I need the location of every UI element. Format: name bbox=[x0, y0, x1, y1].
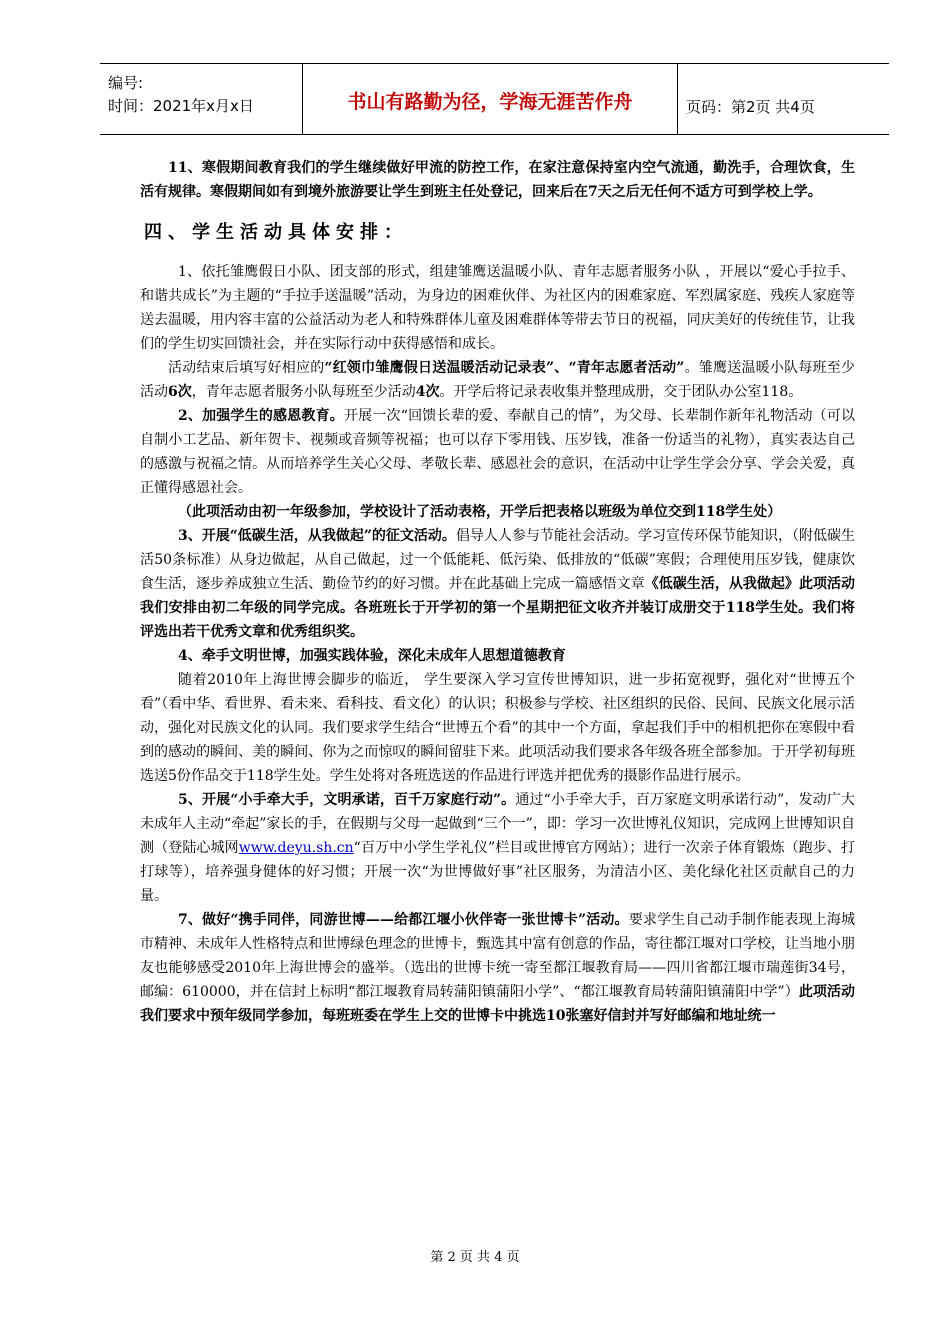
paragraph-activity-4-title: 4、牵手文明世博，加强实践体验，深化未成年人思想道德教育 bbox=[178, 648, 566, 664]
bold-run: “红领巾雏鹰假日送温暖活动记录表”、“青年志愿者活动” bbox=[324, 360, 685, 376]
paragraph-item-11: 11、寒假期间教育我们的学生继续做好甲流的防控工作，在家注意保持室内空气流通，勤洗手，合理饮食，生活有规律。寒假期间如有到境外旅游要让学生到班主任处登记，回来后在7天之后无任何不适方可到学校上学。 bbox=[140, 160, 855, 200]
deyu-link[interactable]: www.deyu.sh.cn bbox=[238, 840, 354, 856]
bold-run: 6次 bbox=[168, 384, 192, 400]
text-run: ，青年志愿者服务小队每班至少活动 bbox=[191, 384, 416, 400]
bold-run: 5、开展“小手牵大手，文明承诺，百千万家庭行动”。 bbox=[178, 792, 516, 808]
document-body bbox=[140, 156, 855, 1028]
page-footer: 第 2 页 共 4 页 bbox=[430, 1250, 520, 1265]
paragraph-activity-1: 1、依托雏鹰假日小队、团支部的形式，组建雏鹰送温暖小队、青年志愿者服务小队 ，开展以“爱心手拉手、和谐共成长”为主题的“手拉手送温暖”活动，为身边的困难伙伴、为社区内的困难家庭、军烈属家庭、残疾人家庭等送去温暖，用内容丰富的公益活动为老人和特殊群体儿童及困难群体等带去节日的祝福，同庆美好的传统佳节，让我们的学生切实回馈社会，并在实际行动中获得感悟和成长。 bbox=[140, 264, 855, 352]
bold-run: 7、做好“携手同伴，同游世博——给都江堰小伙伴寄一张世博卡”活动。 bbox=[178, 912, 629, 928]
bold-run: 3、开展“低碳生活，从我做起”的征文活动。 bbox=[178, 528, 456, 544]
text-run: 倡导人人参与节能社会活动。学习宣传环保节能知识，（附低碳生活50条标准）从身边做起，从自己做起，过一个低能耗、低污染、低排放的“低碳”寒假；合理使用压岁钱，健康饮食生活，逐步养成独立生活、勤俭节约的好习惯。并在此基础上完成一篇感悟文章 bbox=[140, 528, 855, 592]
paragraph-activity-2 bbox=[140, 404, 855, 500]
text-run: 。开学后将记录表收集并整理成册，交于团队办公室118。 bbox=[439, 384, 803, 400]
bold-run: 2、加强学生的感恩教育。 bbox=[178, 408, 344, 424]
text-run: “百万中小学生学礼仪”栏目或世博官方网站）；进行一次亲子体育锻炼（跑步、打打球等），培养强身健体的好习惯；开展一次“为世博做好事”社区服务，为清洁小区、美化绿化社区贡献自己的力量。 bbox=[140, 840, 856, 904]
page-code: 页码：第2页 共4页 bbox=[686, 98, 815, 116]
text-run: 开展一次“回馈长辈的爱、奉献自己的情”，为父母、长辈制作新年礼物活动（可以自制小工艺品、新年贺卡、视频或音频等祝福；也可以存下零用钱、压岁钱，准备一份适当的礼物），真实表达自己的感激与祝福之情。从而培养学生关心父母、孝敬长辈、感恩社会的意识，在活动中让学生学会分享、学会关爱，真正懂得感恩社会。 bbox=[140, 408, 855, 496]
number-label: 编号: bbox=[108, 74, 144, 92]
paragraph-activity-5 bbox=[140, 788, 855, 908]
text-run: 通过“小手牵大手，百万家庭文明承诺行动”，发动广大未成年人主动“牵起”家长的手，在假期与父母一起做到“三个一”，即：学习一次世博礼仪知识，完成网上世博知识自测（登陆心城网 bbox=[140, 792, 855, 856]
bold-run: 此项活动我们要求中预年级同学参加，每班班委在学生上交的世博卡中挑选10张塞好信封并写好邮编和地址统一 bbox=[140, 984, 855, 1024]
header-motto-cell bbox=[303, 64, 678, 134]
bold-run: 4次 bbox=[415, 384, 440, 400]
document-header bbox=[100, 63, 889, 135]
paragraph-activity-3 bbox=[140, 524, 855, 644]
header-page-cell bbox=[678, 64, 889, 134]
paragraph-activity-7 bbox=[140, 908, 855, 1028]
paragraph-activity-1-record bbox=[140, 356, 855, 404]
motto: 书山有路勤为径，学海无涯苦作舟 bbox=[347, 91, 633, 113]
bold-run: 《低碳生活，从我做起》此项活动我们安排由初二年级的同学完成。各班班长于开学初的第一个星期把征文收齐并装订成册交于118学生处。我们将评选出若干优秀文章和优秀组织奖。 bbox=[140, 576, 855, 640]
text-run: 活动结束后填写好相应的 bbox=[168, 360, 325, 376]
time-label: 时间：2021年x月x日 bbox=[108, 97, 254, 115]
paragraph-activity-4: 随着2010年上海世博会脚步的临近， 学生要深入学习宣传世博知识，进一步拓宽视野，强化对“世博五个看”（看中华、看世界、看未来、看科技、看文化）的认识；积极参与学校、社区组织的民俗、民间、民族文化展示活动，强化对民族文化的认同。我们要求学生结合“世博五个看”的其中一个方面，拿起我们手中的相机把你在寒假中看到的感动的瞬间、美的瞬间、你为之而惊叹的瞬间留驻下来。此项活动我们要求各年级各班全部参加。于开学初每班选送5份作品交于118学生处。学生处将对各班选送的作品进行评选并把优秀的摄影作品进行展示。 bbox=[140, 672, 855, 784]
paragraph-activity-2-note: （此项活动由初一年级参加，学校设计了活动表格，开学后把表格以班级为单位交到118学生处） bbox=[178, 504, 782, 520]
header-meta-cell bbox=[100, 64, 303, 134]
text-run: 。雏鹰送温暖小队每班至少活动 bbox=[140, 360, 855, 400]
text-run: 要求学生自己动手制作能表现上海城市精神、未成年人性格特点和世博绿色理念的世博卡，甄选其中富有创意的作品，寄往都江堰对口学校，让当地小朋友也能够感受2010年上海世博会的盛举。（选出的世博卡统一寄至都江堰教育局——四川省都江堰市瑞莲街34号，邮编：610000，并在信封上标明“都江堰教育局转蒲阳镇蒲阳小学”、“都江堰教育局转蒲阳镇蒲阳中学”） bbox=[140, 912, 855, 1000]
section-heading: 四、学生活动具体安排： bbox=[144, 222, 408, 243]
